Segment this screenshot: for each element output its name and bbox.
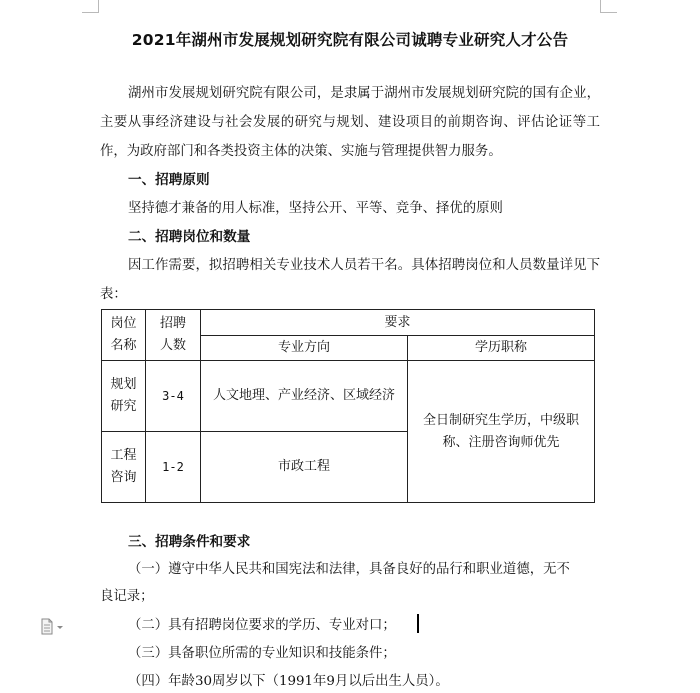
condition-item-1-continued: 良记录； — [100, 589, 154, 604]
page-corner-mark-left — [82, 0, 99, 13]
row2-major-cell: 市政工程 — [201, 432, 408, 503]
section-heading-3: 三、招聘条件和要求 — [128, 534, 251, 550]
row1-position-line2: 研究 — [110, 399, 137, 414]
table-row — [102, 361, 595, 432]
row2-position-cell — [102, 432, 146, 503]
row1-position-cell — [102, 361, 146, 432]
page-corner-mark-right — [600, 0, 617, 13]
row2-position-line2: 咨询 — [110, 470, 137, 485]
header-major-cell: 专业方向 — [201, 336, 408, 361]
section-heading-2: 二、招聘岗位和数量 — [128, 229, 251, 245]
intro-paragraph: 湖州市发展规划研究院有限公司，是隶属于湖州市发展规划研究院的国有企业，主要从事经济建设与社会发展的研究与规划、建设项目的前期咨询、评估论证等工作，为政府部门和各类投资主体的决策、实施与管理提供智力服务。 — [100, 86, 600, 159]
header-count-cell — [146, 310, 201, 361]
header-education-cell: 学历职称 — [408, 336, 595, 361]
condition-item-3: （三）具备职位所需的专业知识和技能条件； — [128, 646, 396, 661]
section2-text: 因工作需要，拟招聘相关专业技术人员若干名。具体招聘岗位和人员数量详见下表： — [100, 258, 600, 302]
condition-item-2: （二）具有招聘岗位要求的学历、专业对口； — [128, 618, 396, 633]
text-cursor — [417, 614, 419, 633]
condition-item-1: （一）遵守中华人民共和国宪法和法律，具备良好的品行和职业道德，无不 — [128, 562, 570, 577]
document-title: 2021年湖州市发展规划研究院有限公司诚聘专业研究人才公告 — [131, 31, 569, 49]
row1-position-line1: 规划 — [110, 377, 137, 392]
header-position-line2: 名称 — [110, 338, 137, 353]
header-count-line1: 招聘 — [159, 316, 186, 331]
row1-count-cell: 3-4 — [146, 361, 201, 432]
recruitment-table — [101, 309, 595, 503]
row2-count-cell: 1-2 — [146, 432, 201, 503]
education-shared-cell: 全日制研究生学历，中级职称、注册咨询师优先 — [408, 361, 595, 503]
section1-text: 坚持德才兼备的用人标准，坚持公开、平等、竞争、择优的原则 — [128, 201, 503, 216]
header-count-line2: 人数 — [159, 338, 186, 353]
header-position-cell — [102, 310, 146, 361]
row1-major-cell: 人文地理、产业经济、区域经济 — [201, 361, 408, 432]
header-requirements-cell: 要求 — [201, 310, 595, 336]
table-header-row — [102, 310, 595, 336]
paste-options-icon[interactable] — [40, 618, 66, 636]
header-position-line1: 岗位 — [110, 316, 137, 331]
section-heading-1: 一、招聘原则 — [128, 172, 210, 188]
condition-item-4: （四）年龄30周岁以下（1991年9月以后出生人员）。 — [128, 674, 449, 689]
row2-position-line1: 工程 — [110, 448, 137, 463]
